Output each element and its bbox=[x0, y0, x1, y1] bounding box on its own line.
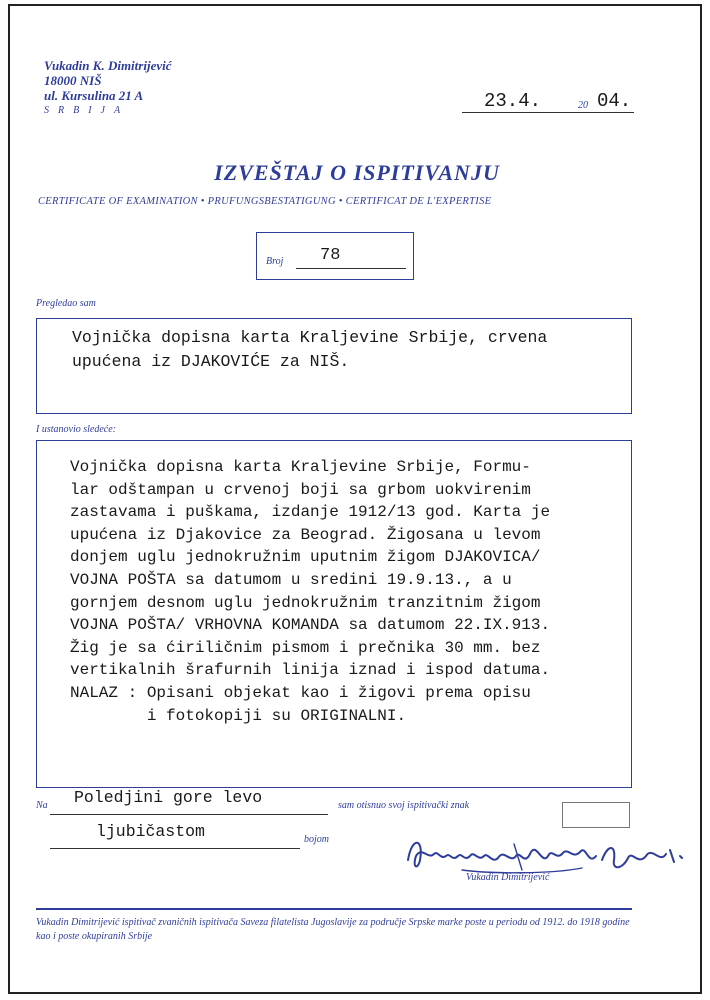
findings-line: gornjem desnom uglu jednokružnim tranzitnim žigom bbox=[70, 593, 541, 612]
footer-text: Vukadin Dimitrijević ispitivač zvaničnih ispitivača Saveza filatelista Jugoslavije za područje Srpske marke poste u periodu od 1912. do 1918 godine kao i poste okupiranih Srbije bbox=[36, 917, 630, 942]
examined-label: Pregledao sam bbox=[36, 298, 96, 309]
number-value: 78 bbox=[320, 246, 341, 265]
examined-text bbox=[72, 326, 672, 374]
examined-line: Vojnička dopisna karta Kraljevine Srbije, crvena bbox=[72, 328, 548, 347]
placement-note: sam otisnuo svoj ispitivački znak bbox=[338, 800, 470, 811]
placement-label: Na bbox=[36, 800, 48, 811]
expert-stamp-mark bbox=[562, 802, 630, 828]
issuer-name: Vukadin K. Dimitrijević bbox=[44, 58, 172, 73]
findings-line: i fotokopiji su ORIGINALNI. bbox=[70, 706, 407, 725]
date-year-prefix: 20 bbox=[578, 100, 588, 111]
examined-line: upućena iz DJAKOVIĆE za NIŠ. bbox=[72, 352, 350, 371]
placement-value: Poledjini gore levo bbox=[74, 788, 263, 807]
findings-label: I ustanovio sledeće: bbox=[36, 424, 116, 435]
color-underline bbox=[50, 848, 300, 849]
placement-underline bbox=[50, 814, 328, 815]
date-year-suffix: 04. bbox=[597, 90, 632, 112]
number-underline bbox=[296, 268, 406, 269]
findings-line: donjem uglu jednokružnim uputnim žigom DJAKOVICA/ bbox=[70, 548, 541, 567]
certificate-page bbox=[8, 4, 702, 994]
issuer-country: SRBIJA bbox=[44, 105, 130, 116]
findings-line: vertikalnih šrafurnih linija iznad i ispod datuma. bbox=[70, 661, 551, 680]
findings-line: lar odštampan u crvenoj boji sa grbom uokvirenim bbox=[70, 480, 531, 499]
number-label: Broj bbox=[266, 256, 284, 267]
document-subtitle: CERTIFICATE OF EXAMINATION • PRUFUNGSBESTATIGUNG • CERTIFICAT DE L'EXPERTISE bbox=[38, 196, 492, 207]
signature-label: Vukadin Dimitrijević bbox=[466, 872, 550, 883]
issuer-address bbox=[44, 58, 172, 118]
document-title: IZVEŠTAJ O ISPITIVANJU bbox=[214, 160, 500, 185]
date-underline bbox=[462, 112, 634, 113]
issuer-street: ul. Kursulina 21 A bbox=[44, 88, 144, 103]
findings-line: VOJNA POŠTA/ VRHOVNA KOMANDA sa datumom 22.IX.913. bbox=[70, 616, 551, 635]
findings-line: VOJNA POŠTA sa datumom u sredini 19.9.13., a u bbox=[70, 570, 512, 589]
findings-text bbox=[70, 456, 700, 727]
findings-line: upućena iz Djakovice za Beograd. Žigosana u levom bbox=[70, 525, 541, 544]
color-label: bojom bbox=[304, 834, 329, 845]
findings-line: NALAZ : Opisani objekat kao i žigovi prema opisu bbox=[70, 683, 531, 702]
issuer-postal-code: 18000 NIŠ bbox=[44, 73, 102, 88]
findings-line: zastavama i puškama, izdanje 1912/13 god. Karta je bbox=[70, 503, 551, 522]
footer-divider bbox=[36, 908, 632, 910]
color-value: ljubičastom bbox=[96, 822, 205, 841]
date-day-month: 23.4. bbox=[484, 90, 542, 112]
findings-line: Vojnička dopisna karta Kraljevine Srbije, Formu- bbox=[70, 458, 531, 476]
findings-line: Žig je sa ćiriličnim pismom i prečnika 30 mm. bez bbox=[70, 638, 541, 657]
